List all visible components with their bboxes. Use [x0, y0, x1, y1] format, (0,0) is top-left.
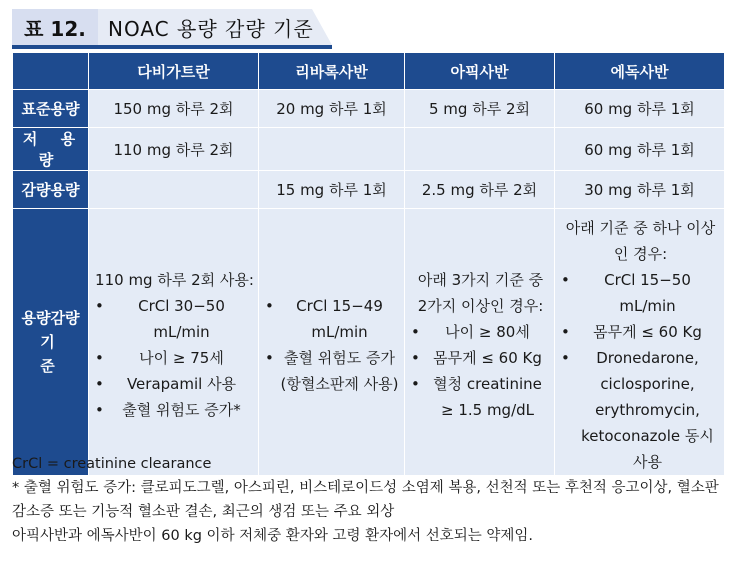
cell-standard-edoxaban: 60 mg 하루 1회	[555, 90, 725, 128]
cell-low-edoxaban: 60 mg 하루 1회	[555, 128, 725, 171]
cell-standard-dabigatran: 150 mg 하루 2회	[89, 90, 259, 128]
cell-reduced-edoxaban: 30 mg 하루 1회	[555, 171, 725, 209]
row-header-low-dose: 저 용 량	[13, 128, 89, 171]
cell-reduced-apixaban: 2.5 mg 하루 2회	[405, 171, 555, 209]
cell-reduced-rivaroxaban: 15 mg 하루 1회	[259, 171, 405, 209]
column-header-edoxaban: 에독사반	[555, 53, 725, 90]
footnote-preference: 아픽사반과 에독사반이 60 kg 이하 저체중 환자와 고령 환자에서 선호되는 약제임.	[12, 528, 533, 544]
table-header-row	[13, 53, 725, 90]
cell-criteria-rivaroxaban	[259, 209, 405, 476]
noac-dose-table	[12, 52, 725, 476]
table-row-low-dose	[13, 128, 725, 171]
criteria-intro: 아래 기준 중 하나 이상인 경우:	[565, 219, 716, 263]
cell-criteria-edoxaban	[555, 209, 725, 476]
criteria-item: • 혈청 creatinine ≥ 1.5 mg/dL	[411, 371, 550, 423]
criteria-item: • CrCl 30−50 mL/min	[95, 293, 254, 345]
cell-standard-rivaroxaban: 20 mg 하루 1회	[259, 90, 405, 128]
criteria-item: • CrCl 15−50 mL/min	[561, 267, 720, 319]
criteria-intro: 110 mg 하루 2회 사용:	[95, 271, 254, 289]
table-row-standard-dose	[13, 90, 725, 128]
footnote-bleeding-risk: * 출혈 위험도 증가: 클로피도그렐, 아스피린, 비스테로이드성 소염제 복용, 선천적 또는 후천적 응고이상, 혈소판감소증 또는 기능적 혈소판 결손, 최근의 생검 또는 주요 외상	[12, 480, 719, 520]
criteria-intro: 아래 3가지 기준 중 2가지 이상인 경우:	[417, 271, 544, 315]
row-header-reduced-dose: 감량용량	[13, 171, 89, 209]
row-header-standard-dose: 표준용량	[13, 90, 89, 128]
cell-reduced-dabigatran	[89, 171, 259, 209]
criteria-item: • 몸무게 ≤ 60 Kg	[561, 319, 720, 345]
criteria-item: • Verapamil 사용	[95, 371, 254, 397]
cell-low-apixaban	[405, 128, 555, 171]
criteria-item: • 출혈 위험도 증가*	[95, 397, 254, 423]
cell-low-rivaroxaban	[259, 128, 405, 171]
table-footnotes	[12, 452, 728, 548]
table-row-reduced-dose	[13, 171, 725, 209]
row-header-line-2: 기 준	[40, 333, 75, 375]
table-title	[12, 9, 372, 49]
row-header-line-1: 용량감량	[21, 309, 80, 327]
column-header-rivaroxaban: 리바록사반	[259, 53, 405, 90]
criteria-item: • Dronedarone, ciclosporine, erythromycin, ketoconazole 동시 사용	[561, 345, 720, 475]
criteria-item: • 몸무게 ≤ 60 Kg	[411, 345, 550, 371]
cell-criteria-dabigatran	[89, 209, 259, 476]
cell-criteria-apixaban	[405, 209, 555, 476]
criteria-item: • CrCl 15−49 mL/min	[265, 293, 400, 345]
table-title-text: NOAC 용량 감량 기준	[108, 17, 314, 41]
row-header-reduction-criteria	[13, 209, 89, 476]
column-header-apixaban: 아픽사반	[405, 53, 555, 90]
criteria-item: • 나이 ≥ 75세	[95, 345, 254, 371]
table-row-reduction-criteria	[13, 209, 725, 476]
criteria-item: • 나이 ≥ 80세	[411, 319, 550, 345]
criteria-item: • 출혈 위험도 증가 (항혈소판제 사용)	[265, 345, 400, 397]
cell-low-dabigatran: 110 mg 하루 2회	[89, 128, 259, 171]
footnote-crcl: CrCl = creatinine clearance	[12, 456, 212, 472]
column-header-dabigatran: 다비가트란	[89, 53, 259, 90]
cell-standard-apixaban: 5 mg 하루 2회	[405, 90, 555, 128]
table-number: 표 12.	[24, 17, 86, 41]
header-corner	[13, 53, 89, 90]
